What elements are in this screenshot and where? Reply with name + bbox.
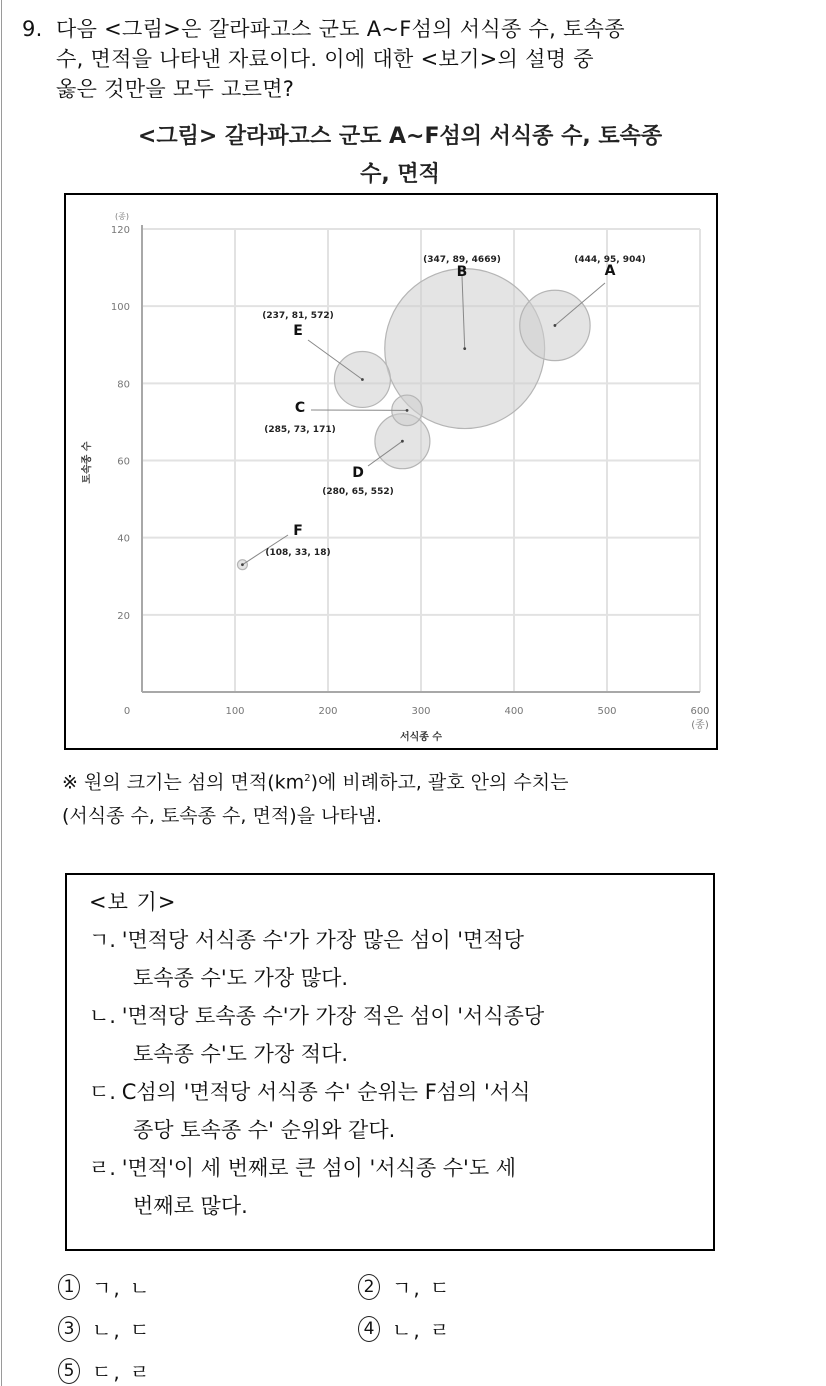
- bogi-item-rieul-cont: 번째로 많다.: [133, 1194, 248, 1218]
- bogi-item-giyeok-cont: 토속종 수'도 가장 많다.: [133, 966, 349, 990]
- bubble-chart: [64, 193, 718, 750]
- bubble-annotation-b: (347, 89, 4669): [423, 255, 501, 265]
- x-axis-title: 서식종 수: [399, 732, 443, 743]
- bogi-item-giyeok: ㄱ. '면적당 서식종 수'가 가장 많은 섬이 '면적당: [89, 928, 524, 952]
- choice-4[interactable]: 4 ㄴ, ㄹ: [358, 1314, 451, 1343]
- question-line-3: 옳은 것만을 모두 고르면?: [56, 77, 295, 101]
- question-stem: [22, 14, 782, 104]
- choice-3[interactable]: 3 ㄴ, ㄷ: [58, 1314, 151, 1343]
- bogi-box: [65, 873, 715, 1251]
- y-unit-label: (종): [115, 212, 129, 221]
- choice-number-badge: 1: [58, 1274, 80, 1300]
- bubble-center-dot: [554, 324, 557, 327]
- bubble-label-a: A: [604, 263, 616, 279]
- x-tick-label: 400: [504, 706, 524, 717]
- figure-title-line-1: <그림> 갈라파고스 군도 A~F섬의 서식종 수, 토속종: [137, 124, 663, 149]
- bubble-label-f: F: [293, 523, 303, 539]
- figure-title-line-2: 수, 면적: [360, 162, 440, 187]
- bogi-item-nieun: ㄴ. '면적당 토속종 수'가 가장 적은 섬이 '서식종당: [89, 1004, 545, 1028]
- x-tick-label: 500: [597, 706, 617, 717]
- x-tick-label: 300: [411, 706, 431, 717]
- question-line-1: 9. 다음 <그림>은 갈라파고스 군도 A~F섬의 서식종 수, 토속종: [22, 14, 782, 44]
- chart-canvas: [66, 195, 720, 752]
- y-tick-label: 120: [110, 225, 130, 236]
- x-tick-label: 100: [225, 706, 245, 717]
- bubble-annotation-c: (285, 73, 171): [264, 425, 336, 435]
- bubble-center-dot: [463, 347, 466, 350]
- choice-number-badge: 2: [358, 1274, 380, 1300]
- question-line-2: 수, 면적을 나타낸 자료이다. 이에 대한 <보기>의 설명 중: [56, 47, 594, 71]
- bubble-annotation-f: (108, 33, 18): [265, 548, 331, 558]
- x-tick-label: 0: [123, 706, 131, 717]
- y-axis-title: 토속종 수: [82, 441, 93, 484]
- x-tick-label: 600: [690, 706, 710, 717]
- y-tick-label: 40: [117, 533, 130, 545]
- y-tick-label: 100: [110, 302, 130, 314]
- bubble-center-dot: [241, 563, 244, 566]
- choice-number-badge: 4: [358, 1316, 380, 1342]
- y-tick-label: 60: [117, 456, 130, 468]
- figure-title: [60, 118, 740, 194]
- bogi-item-digeut-cont: 종당 토속종 수' 순위와 같다.: [133, 1118, 396, 1142]
- bubble-center-dot: [406, 409, 409, 412]
- bubble-center-dot: [401, 440, 404, 443]
- y-tick-label: 80: [117, 379, 130, 391]
- choice-2[interactable]: 2 ㄱ, ㄷ: [358, 1272, 451, 1301]
- bogi-title: <보 기>: [89, 890, 177, 914]
- bubble-label-b: B: [456, 264, 468, 280]
- question-number: 9.: [22, 17, 43, 41]
- bubble-label-d: D: [352, 465, 364, 481]
- footnote-line-2: (서식종 수, 토속종 수, 면적)을 나타냄.: [62, 805, 383, 828]
- page-left-rule: [1, 0, 2, 1386]
- choice-number-badge: 3: [58, 1316, 80, 1342]
- bubble-annotation-e: (237, 81, 572): [262, 311, 334, 321]
- choice-1[interactable]: 1 ㄱ, ㄴ: [58, 1272, 151, 1301]
- x-tick-label: 200: [318, 706, 338, 717]
- bubble-annotation-a: (444, 95, 904): [574, 255, 646, 265]
- bogi-item-rieul: ㄹ. '면적'이 세 번째로 큰 섬이 '서식종 수'도 세: [89, 1156, 517, 1180]
- bubble-label-e: E: [293, 323, 303, 339]
- x-unit-label: (종): [691, 720, 709, 731]
- bubble-center-dot: [361, 378, 364, 381]
- chart-footnote: [62, 762, 742, 833]
- choice-5[interactable]: 5 ㄷ, ㄹ: [58, 1356, 151, 1385]
- choice-number-badge: 5: [58, 1358, 80, 1384]
- bogi-item-digeut: ㄷ. C섬의 '면적당 서식종 수' 순위는 F섬의 '서식: [89, 1080, 531, 1104]
- bubble-annotation-d: (280, 65, 552): [322, 487, 394, 497]
- footnote-line-1: ※ 원의 크기는 섬의 면적$(km^2)$에 비례하고, 괄호 안의 수치는: [62, 771, 569, 794]
- y-tick-label: 20: [117, 610, 130, 622]
- bogi-item-nieun-cont: 토속종 수'도 가장 적다.: [133, 1042, 349, 1066]
- bubble-label-c: C: [294, 400, 306, 416]
